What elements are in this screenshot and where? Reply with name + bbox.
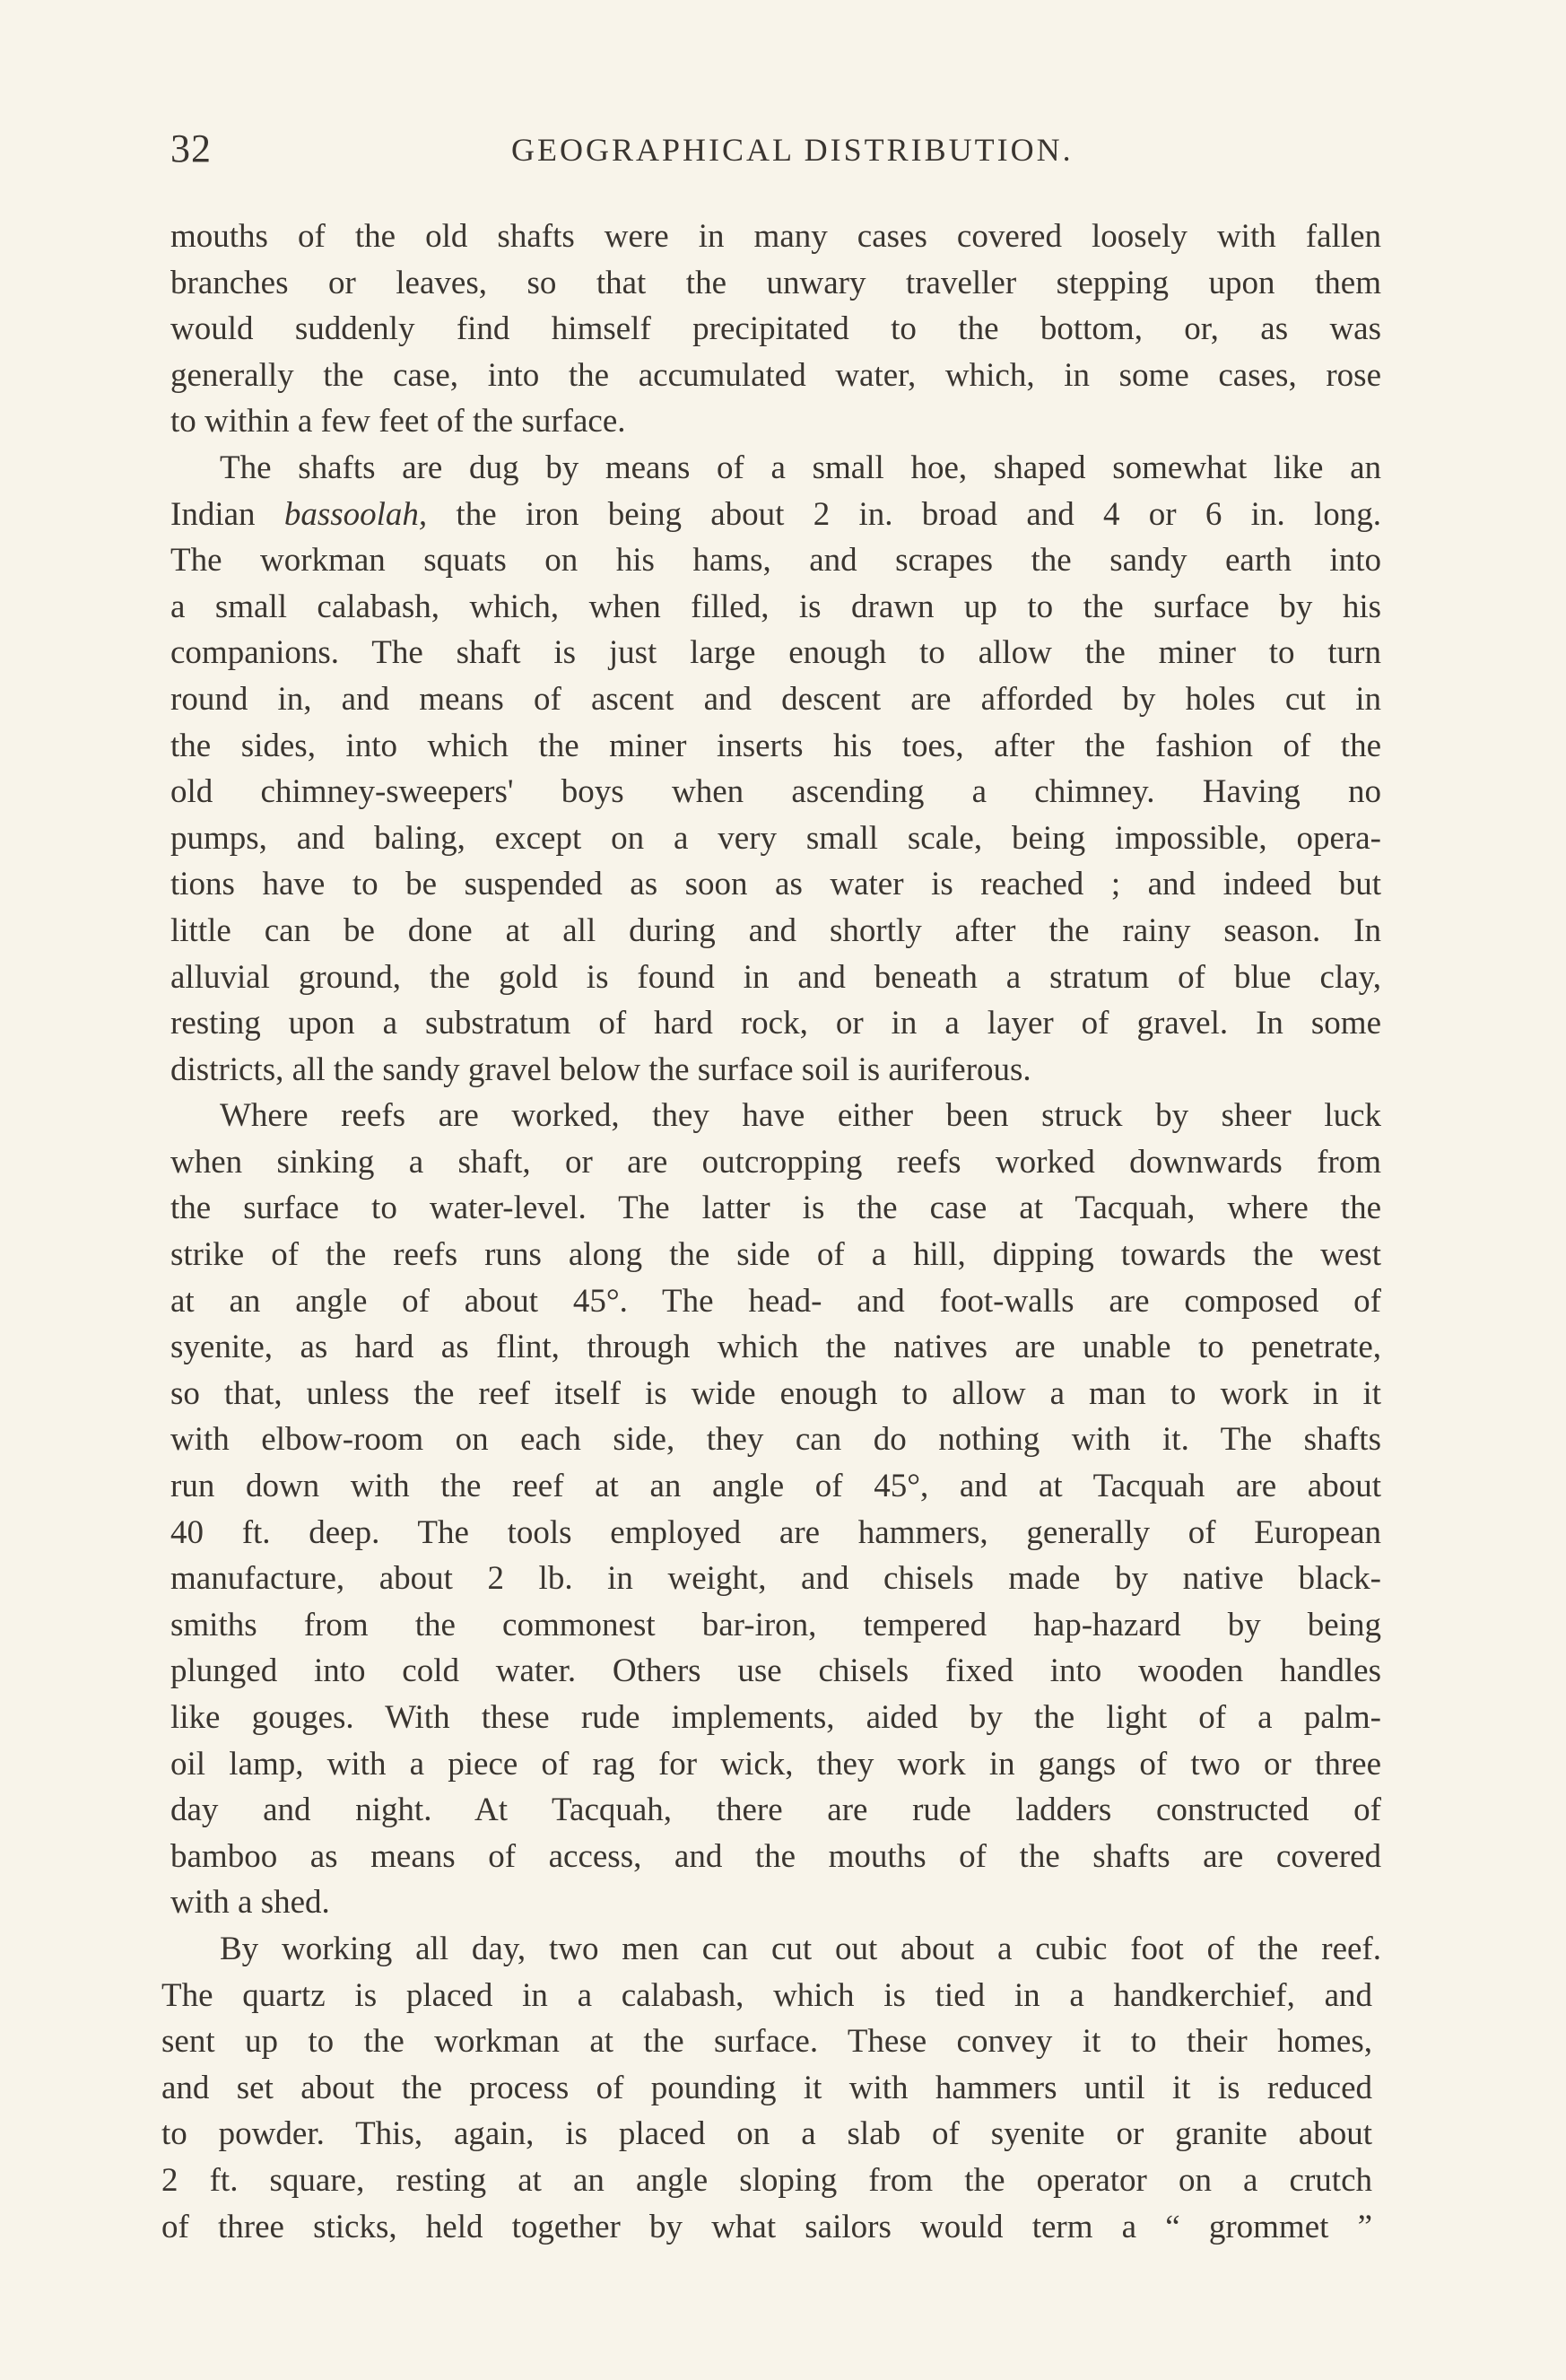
text-line: so that, unless the reef itself is wide enough to allow a man to work in it <box>170 1374 1381 1412</box>
text-line: with a shed. <box>170 1884 330 1922</box>
text-line: branches or leaves, so that the unwary traveller stepping upon them <box>170 264 1381 301</box>
text-line: plunged into cold water. Others use chisels fixed into wooden handles <box>170 1652 1381 1690</box>
text-line: 40 ft. deep. The tools employed are hammers, generally of European <box>170 1513 1381 1551</box>
text-line: companions. The shaft is just large enough to allow the miner to turn <box>170 634 1381 672</box>
inline-text: Indian <box>170 495 256 533</box>
text-line-mixed <box>170 492 1381 538</box>
text-line: tions have to be suspended as soon as water is reached ; and indeed but <box>170 866 1381 903</box>
text-line: Where reefs are worked, they have either been struck by sheer luck <box>220 1097 1381 1135</box>
text-line: would suddenly find himself precipitated to the bottom, or, as was <box>170 310 1381 348</box>
text-line: to within a few feet of the surface. <box>170 403 626 440</box>
text-line: resting upon a substratum of hard rock, or in a layer of gravel. In some <box>170 1005 1381 1042</box>
text-line: The shafts are dug by means of a small hoe, shaped somewhat like an <box>220 449 1381 486</box>
text-line: manufacture, about 2 lb. in weight, and chisels made by native black- <box>170 1560 1381 1598</box>
text-line: generally the case, into the accumulated water, which, in some cases, rose <box>170 356 1381 394</box>
text-line: bamboo as means of access, and the mouths of the shafts are covered <box>170 1837 1381 1875</box>
text-line: alluvial ground, the gold is found in and beneath a stratum of blue clay, <box>170 958 1381 996</box>
text-line: mouths of the old shafts were in many cases covered loosely with fallen <box>170 218 1381 255</box>
text-line: By working all day, two men can cut out about a cubic foot of the reef. <box>220 1930 1381 1967</box>
text-line: the surface to water-level. The latter is the case at Tacquah, where the <box>170 1190 1381 1227</box>
text-line: the sides, into which the miner inserts his toes, after the fashion of the <box>170 727 1381 764</box>
text-line: oil lamp, with a piece of rag for wick, they work in gangs of two or three <box>170 1745 1381 1783</box>
text-line: a small calabash, which, when filled, is drawn up to the surface by his <box>170 588 1381 625</box>
text-line: day and night. At Tacquah, there are rude ladders constructed of <box>170 1792 1381 1829</box>
text-line: run down with the reef at an angle of 45°, and at Tacquah are about <box>170 1468 1381 1505</box>
body-text <box>161 214 1382 2250</box>
text-line: 2 ft. square, resting at an angle sloping from the operator on a crutch <box>161 2161 1372 2199</box>
text-line: smiths from the commonest bar-iron, tempered hap-hazard by being <box>170 1606 1381 1643</box>
text-line: strike of the reefs runs along the side of a hill, dipping towards the west <box>170 1236 1381 1274</box>
text-line: at an angle of about 45°. The head- and foot-walls are composed of <box>170 1282 1381 1320</box>
text-line: of three sticks, held together by what sailors would term a “ grommet ” <box>161 2208 1372 2245</box>
text-line: like gouges. With these rude implements, aided by the light of a palm- <box>170 1699 1381 1736</box>
text-line: pumps, and baling, except on a very small scale, being impossible, opera- <box>170 819 1381 857</box>
text-line: little can be done at all during and shortly after the rainy season. In <box>170 911 1381 949</box>
text-line: when sinking a shaft, or are outcropping reefs worked downwards from <box>170 1143 1381 1181</box>
text-line: round in, and means of ascent and descent are afforded by holes cut in <box>170 680 1381 718</box>
text-line: to powder. This, again, is placed on a slab of syenite or granite about <box>161 2115 1372 2153</box>
running-title: GEOGRAPHICAL DISTRIBUTION. <box>511 132 1074 168</box>
text-line: districts, all the sandy gravel below the surface soil is auriferous. <box>170 1051 1031 1088</box>
text-line: The quartz is placed in a calabash, which is tied in a handkerchief, and <box>161 1976 1372 2014</box>
text-line: sent up to the workman at the surface. These convey it to their homes, <box>161 2023 1372 2061</box>
text-line: syenite, as hard as flint, through which the natives are unable to penetrate, <box>170 1329 1381 1366</box>
text-line: and set about the process of pounding it with hammers until it is reduced <box>161 2069 1372 2106</box>
inline-text: the iron being about 2 in. broad and 4 or 6 in. long. <box>456 495 1382 533</box>
italic-term: bassoolah, <box>283 495 428 533</box>
text-line: with elbow-room on each side, they can do nothing with it. The shafts <box>170 1421 1381 1459</box>
page-number: 32 <box>170 126 212 170</box>
running-head <box>170 126 1399 179</box>
text-line: The workman squats on his hams, and scrapes the sandy earth into <box>170 542 1381 580</box>
text-line: old chimney-sweepers' boys when ascending a chimney. Having no <box>170 773 1381 811</box>
